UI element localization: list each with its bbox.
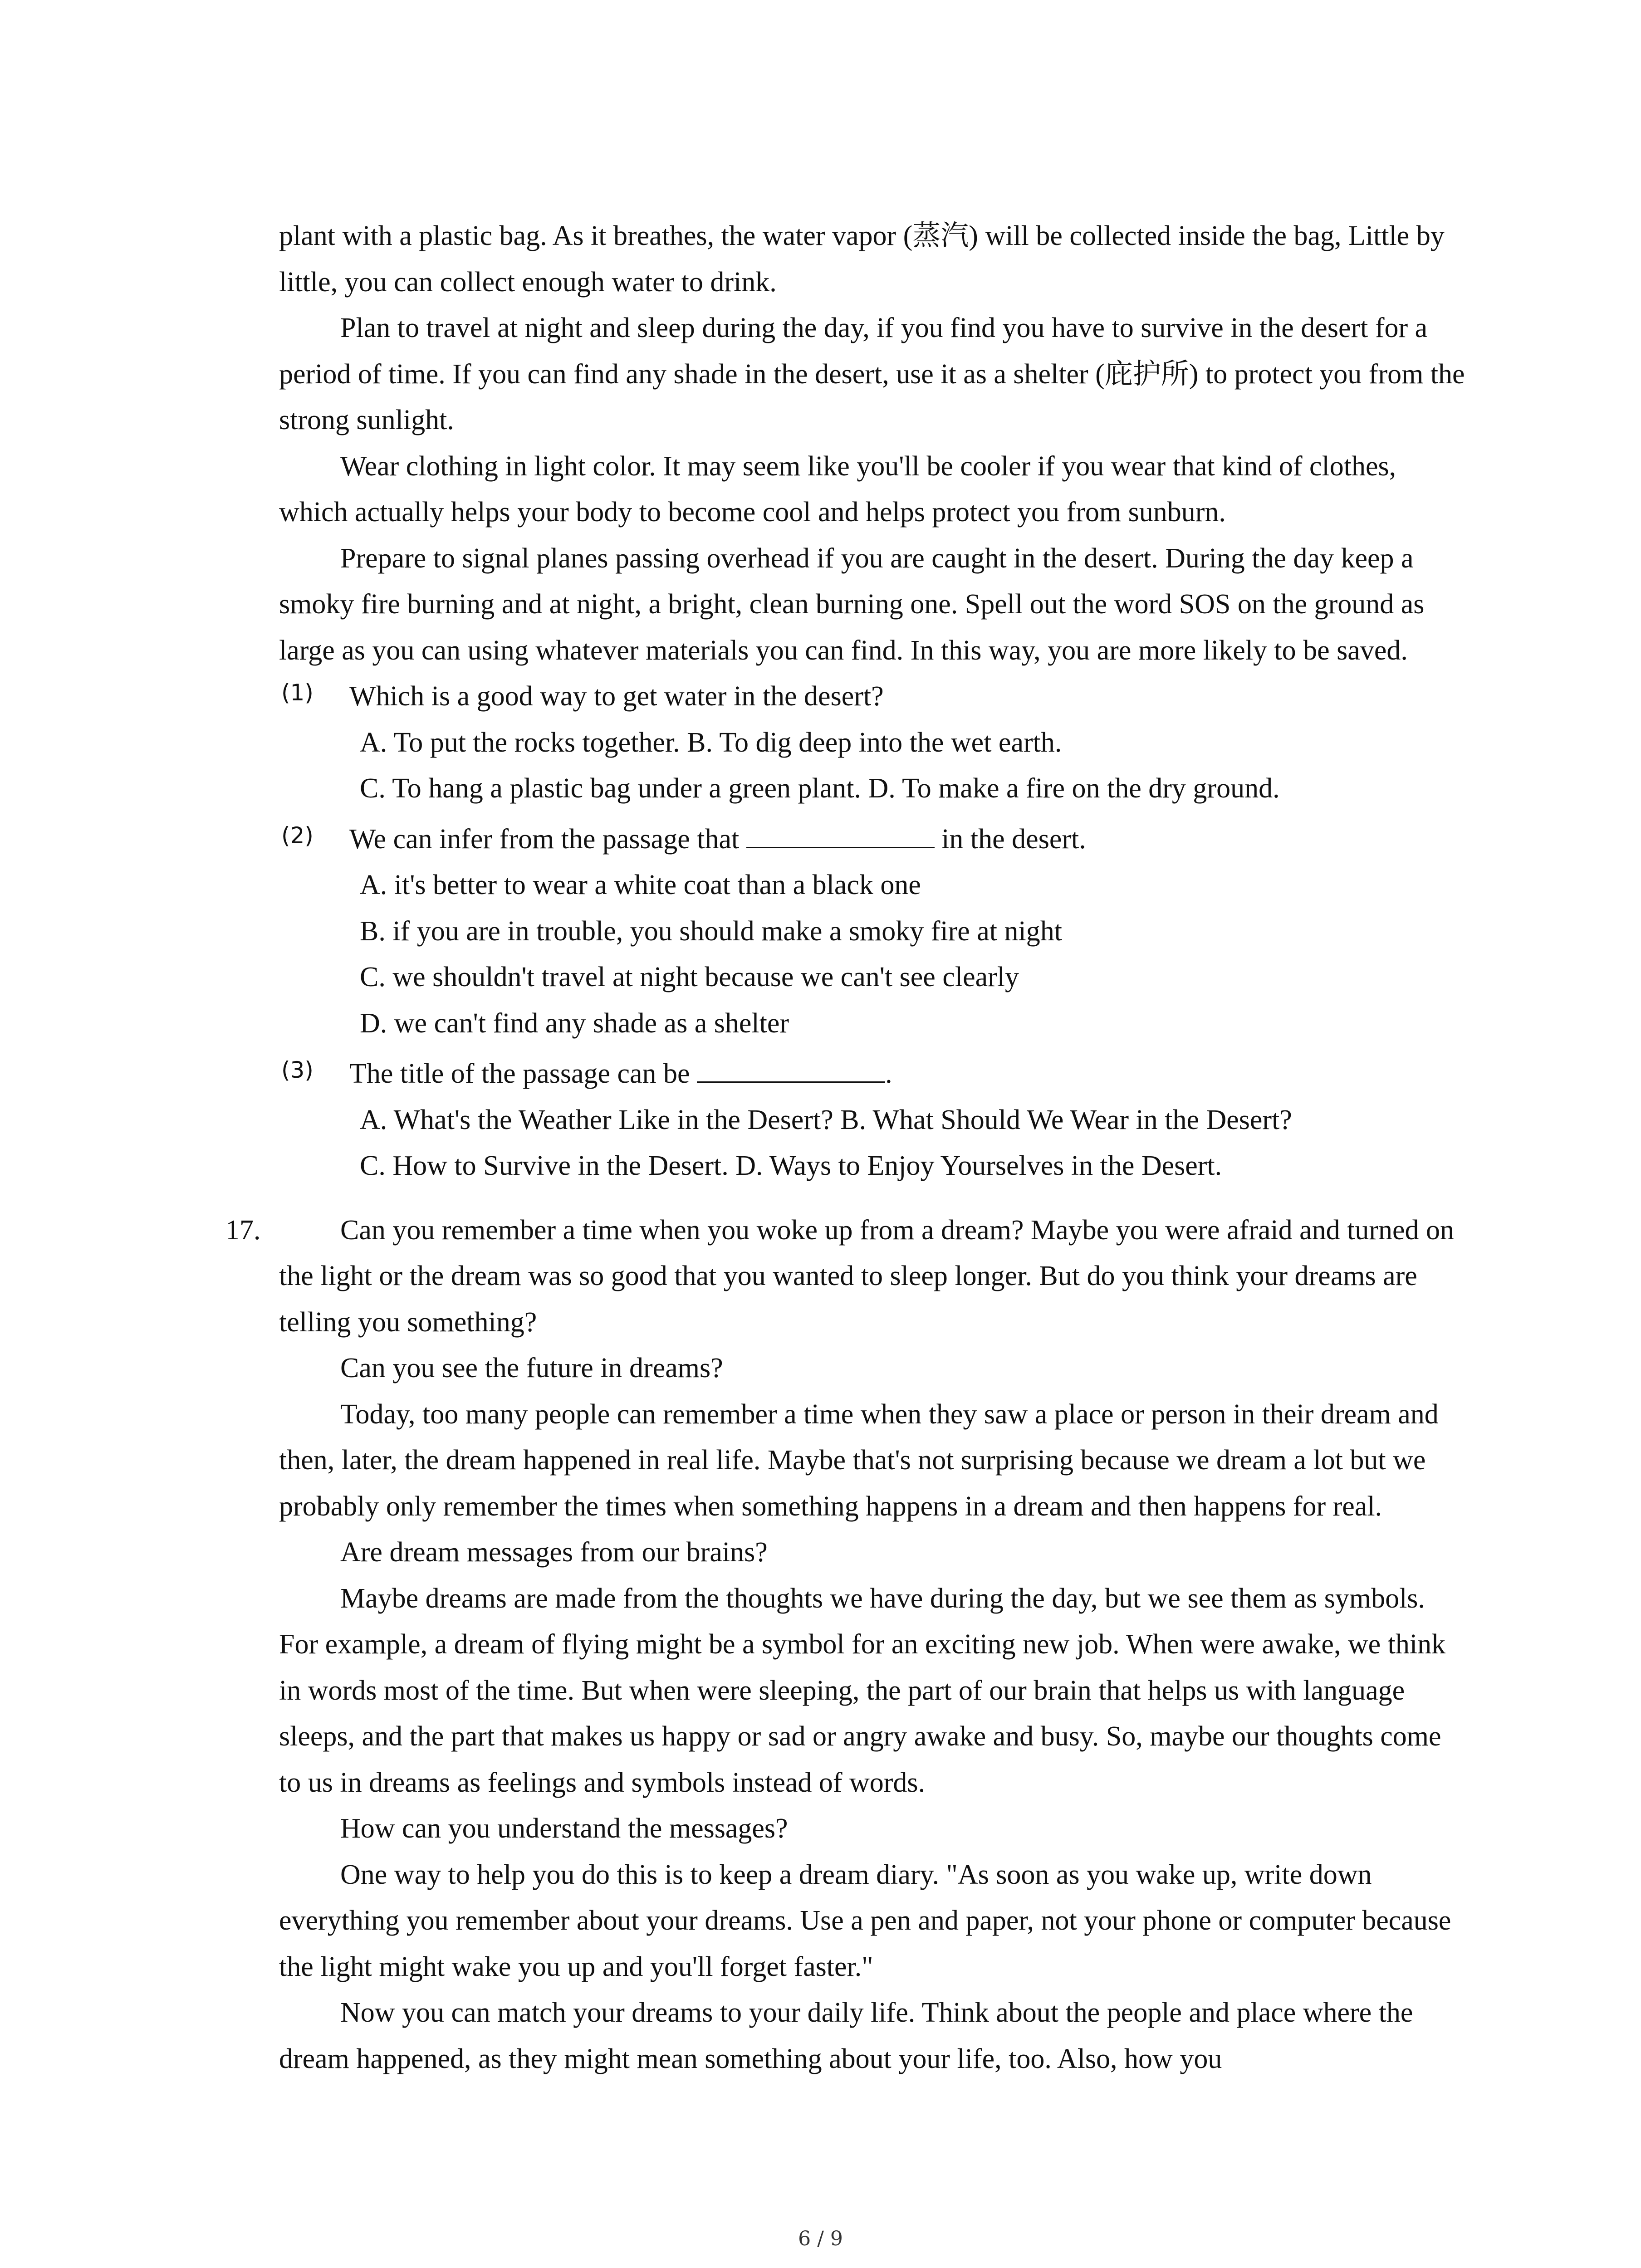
option-line: B. if you are in trouble, you should make a smoky fire at night — [360, 915, 1062, 947]
question-stem — [349, 1051, 1468, 1097]
question-number: (2) — [281, 822, 314, 849]
paragraph: Wear clothing in light color. It may seem like you'll be cooler if you wear that kind of clothes, which actually helps your body to become cool and helps protect you from sunburn. — [279, 450, 1396, 528]
paragraph: Prepare to signal planes passing overhead if you are caught in the desert. During the day keep a smoky fire burning and at night, a bright, clean burning one. Spell out the word SOS on the ground as large as you can using whatever materials you can find. In this way, you are more likely to be saved. — [279, 543, 1425, 666]
stem-after: . — [885, 1058, 892, 1089]
question-1 — [279, 674, 1468, 720]
question-17 — [225, 1207, 1468, 1346]
page-number: 6 / 9 — [798, 2227, 843, 2250]
option-line: A. it's better to wear a white coat than a black one — [360, 870, 921, 900]
option-line: D. we can't find any shade as a shelter — [360, 1007, 789, 1039]
subheading: Can you see the future in dreams? — [340, 1353, 723, 1383]
paragraph: plant with a plastic bag. As it breathes, the water vapor (蒸汽) will be collected inside the bag, Little by little, you can collect enough water to drink. — [279, 220, 1445, 298]
question-number: (1) — [281, 679, 314, 706]
question-number: (3) — [281, 1057, 314, 1083]
paragraph: Can you remember a time when you woke up from a dream? Maybe you were afraid and turned on the light or the dream was so good that you wanted to sleep longer. But do you think your dreams are telling you something? — [279, 1214, 1455, 1338]
answer-blank — [746, 820, 935, 848]
question-stem — [349, 816, 1468, 863]
page-content — [225, 213, 1468, 2082]
paragraph: Plan to travel at night and sleep during the day, if you find you have to survive in the desert for a period of time. If you can find any shade in the desert, use it as a shelter (庇护所) to protect you from the strong sunlight. — [279, 313, 1465, 435]
answer-blank — [697, 1054, 885, 1083]
question-number: 17. — [225, 1214, 261, 1246]
question-stem: Which is a good way to get water in the desert? — [349, 681, 884, 712]
option-line: A. What's the Weather Like in the Desert? B. What Should We Wear in the Desert? — [360, 1104, 1292, 1135]
paragraph: Today, too many people can remember a time when they saw a place or person in their dream and then, later, the dream happened in real life. Maybe that's not surprising because we dream a lot but we probably only remember the times when something happens in a dream and then happens for real. — [279, 1398, 1439, 1522]
stem-after: in the desert. — [941, 823, 1086, 855]
subheading: How can you understand the messages? — [340, 1813, 788, 1844]
stem-before: The title of the passage can be — [349, 1058, 690, 1089]
option-line: C. How to Survive in the Desert. D. Ways to Enjoy Yourselves in the Desert. — [360, 1150, 1222, 1181]
paragraph: Now you can match your dreams to your daily life. Think about the people and place where the dream happened, as they might mean something about your life, too. Also, how you — [279, 1997, 1413, 2074]
option-line: C. To hang a plastic bag under a green plant. D. To make a fire on the dry ground. — [360, 773, 1280, 804]
paragraph: One way to help you do this is to keep a dream diary. "As soon as you wake up, write down everything you remember about your dreams. Use a pen and paper, not your phone or computer because the light might wake you up and you'll forget faster." — [279, 1859, 1451, 1982]
question-3 — [279, 1051, 1468, 1097]
stem-before: We can infer from the passage that — [349, 823, 740, 855]
question-2 — [279, 816, 1468, 863]
subheading: Are dream messages from our brains? — [340, 1537, 768, 1568]
option-line: C. we shouldn't travel at night because we can't see clearly — [360, 962, 1019, 992]
paragraph: Maybe dreams are made from the thoughts we have during the day, but we see them as symbols. For example, a dream of flying might be a symbol for an exciting new job. When were awake, we think in words most of the time. But when were sleeping, the part of our brain that helps us with language sleeps, and the part that makes us happy or sad or angry awake and busy. So, maybe our thoughts come to us in dreams as feelings and symbols instead of words. — [279, 1583, 1446, 1798]
option-line: A. To put the rocks together. B. To dig deep into the wet earth. — [360, 727, 1062, 758]
